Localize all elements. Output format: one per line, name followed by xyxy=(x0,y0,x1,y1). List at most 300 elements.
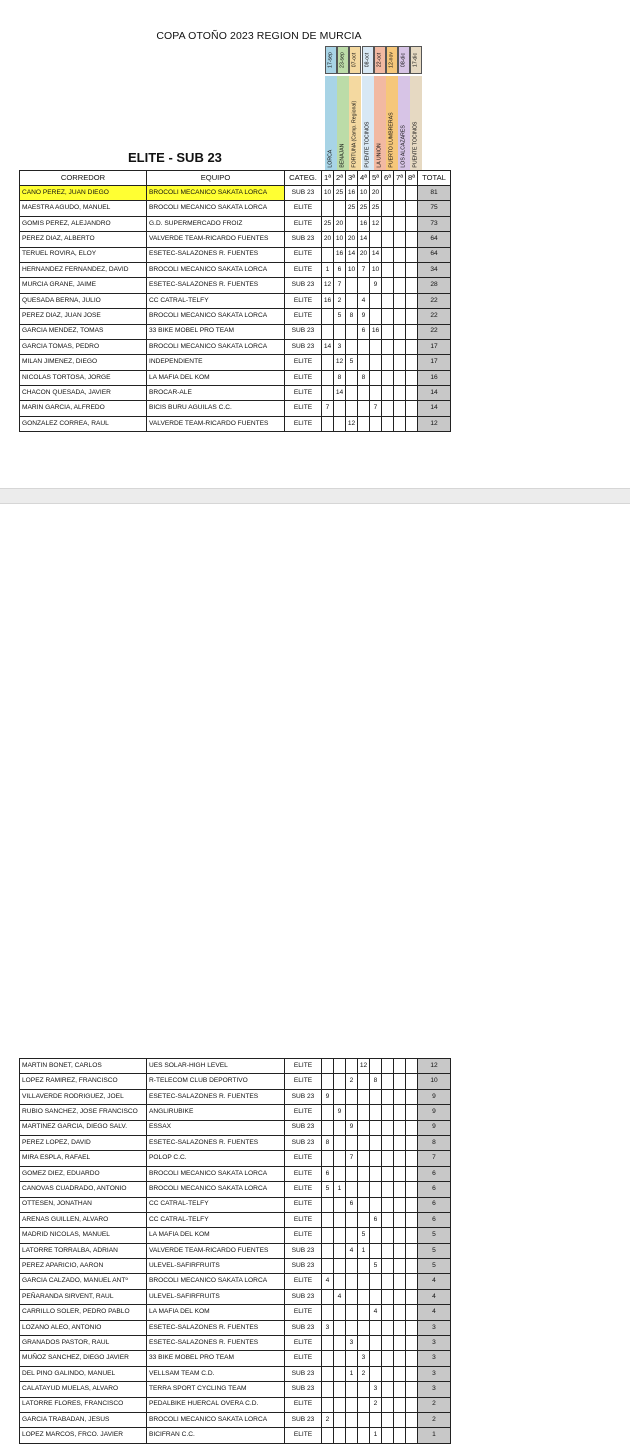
table-row xyxy=(20,1366,451,1381)
total-points: 5 xyxy=(418,1243,451,1258)
total-points: 28 xyxy=(418,278,451,293)
team-name: BROCOLI MECANICO SAKATA LORCA xyxy=(147,201,285,216)
race-date-label: 17-sep xyxy=(327,52,334,68)
rider-name: CHACON QUESADA, JAVIER xyxy=(20,386,147,401)
race-points-4 xyxy=(358,355,370,370)
race-date-label: 08-dic xyxy=(400,52,407,68)
race-points-7 xyxy=(394,370,406,385)
race-points-1: 12 xyxy=(322,278,334,293)
rider-name: CARRILLO SOLER, PEDRO PABLO xyxy=(20,1305,147,1320)
race-points-7 xyxy=(394,278,406,293)
race-points-7 xyxy=(394,309,406,324)
rider-name: GARCIA TRABADAN, JESUS xyxy=(20,1412,147,1427)
header-race-5: 5ª xyxy=(370,171,382,186)
total-points: 75 xyxy=(418,201,451,216)
total-points: 16 xyxy=(418,370,451,385)
race-column-6 xyxy=(386,46,398,170)
race-points-2: 20 xyxy=(334,216,346,231)
race-points-3 xyxy=(346,1428,358,1443)
total-points: 3 xyxy=(418,1382,451,1397)
race-column-1 xyxy=(325,46,337,170)
table-row xyxy=(20,1428,451,1443)
race-points-1: 5 xyxy=(322,1182,334,1197)
race-points-1: 1 xyxy=(322,262,334,277)
rider-name: HERNANDEZ FERNANDEZ, DAVID xyxy=(20,262,147,277)
race-points-2 xyxy=(334,1397,346,1412)
table-row xyxy=(20,278,451,293)
race-venue-label: BENAJAN xyxy=(339,143,346,168)
rider-name: TERUEL ROVIRA, ELOY xyxy=(20,247,147,262)
rider-name: RUBIO SANCHEZ, JOSE FRANCISCO xyxy=(20,1105,147,1120)
race-points-5 xyxy=(370,1412,382,1427)
race-points-1 xyxy=(322,1259,334,1274)
team-name: LA MAFIA DEL KOM xyxy=(147,1228,285,1243)
total-points: 3 xyxy=(418,1320,451,1335)
race-points-6 xyxy=(382,1320,394,1335)
rider-name: DEL PINO GALINDO, MANUEL xyxy=(20,1366,147,1381)
race-points-2 xyxy=(334,1074,346,1089)
race-points-8 xyxy=(406,1243,418,1258)
race-points-3 xyxy=(346,278,358,293)
category-cell: ELITE xyxy=(285,1305,322,1320)
total-points: 5 xyxy=(418,1228,451,1243)
race-points-4: 12 xyxy=(358,1059,370,1074)
race-points-1 xyxy=(322,1382,334,1397)
category-cell: SUB 23 xyxy=(285,278,322,293)
race-points-7 xyxy=(394,1336,406,1351)
race-date-label: 23-sep xyxy=(339,52,346,68)
race-points-4 xyxy=(358,386,370,401)
category-cell: ELITE xyxy=(285,247,322,262)
race-points-6 xyxy=(382,216,394,231)
race-points-1 xyxy=(322,247,334,262)
race-points-3: 14 xyxy=(346,247,358,262)
race-points-1 xyxy=(322,1289,334,1304)
category-cell: SUB 23 xyxy=(285,232,322,247)
total-points: 14 xyxy=(418,386,451,401)
race-points-2 xyxy=(334,1366,346,1381)
rider-name: LOZANO ALEO, ANTONIO xyxy=(20,1320,147,1335)
total-points: 5 xyxy=(418,1259,451,1274)
team-name: ULEVEL-SAFIRFRUITS xyxy=(147,1259,285,1274)
rider-name: PEREZ APARICIO, AARON xyxy=(20,1259,147,1274)
category-cell: SUB 23 xyxy=(285,324,322,339)
race-points-8 xyxy=(406,401,418,416)
race-points-5: 9 xyxy=(370,278,382,293)
race-points-4: 9 xyxy=(358,309,370,324)
race-points-7 xyxy=(394,293,406,308)
race-points-1 xyxy=(322,1428,334,1443)
race-points-1 xyxy=(322,1197,334,1212)
race-points-2: 2 xyxy=(334,293,346,308)
race-points-4: 8 xyxy=(358,370,370,385)
rider-name: QUESADA BERNA, JULIO xyxy=(20,293,147,308)
category-cell: ELITE xyxy=(285,1197,322,1212)
race-points-1 xyxy=(322,1228,334,1243)
race-points-6 xyxy=(382,370,394,385)
race-points-6 xyxy=(382,186,394,201)
race-points-5 xyxy=(370,1366,382,1381)
race-points-3 xyxy=(346,1320,358,1335)
race-points-2 xyxy=(334,1059,346,1074)
team-name: ANGLIRUBIKE xyxy=(147,1105,285,1120)
race-points-8 xyxy=(406,386,418,401)
race-points-1: 6 xyxy=(322,1166,334,1181)
category-title: ELITE - SUB 23 xyxy=(128,150,222,165)
race-points-3: 8 xyxy=(346,309,358,324)
race-points-1 xyxy=(322,1212,334,1227)
race-points-1 xyxy=(322,324,334,339)
race-points-8 xyxy=(406,1228,418,1243)
team-name: ESSAX xyxy=(147,1120,285,1135)
race-points-7 xyxy=(394,1259,406,1274)
total-points: 81 xyxy=(418,186,451,201)
race-points-3 xyxy=(346,1135,358,1150)
race-points-1 xyxy=(322,201,334,216)
race-points-4 xyxy=(358,1412,370,1427)
race-points-1 xyxy=(322,386,334,401)
total-points: 64 xyxy=(418,247,451,262)
table-row xyxy=(20,1259,451,1274)
race-points-6 xyxy=(382,355,394,370)
race-points-8 xyxy=(406,416,418,431)
race-points-4: 16 xyxy=(358,216,370,231)
race-points-8 xyxy=(406,1289,418,1304)
race-points-8 xyxy=(406,309,418,324)
race-points-3 xyxy=(346,293,358,308)
table-row xyxy=(20,216,451,231)
race-points-3 xyxy=(346,1397,358,1412)
document-title: COPA OTOÑO 2023 REGION DE MURCIA xyxy=(156,30,362,42)
race-points-5: 12 xyxy=(370,216,382,231)
race-points-2 xyxy=(334,1243,346,1258)
race-points-5 xyxy=(370,1243,382,1258)
race-points-8 xyxy=(406,1428,418,1443)
team-name: CC CATRAL-TELFY xyxy=(147,1212,285,1227)
race-points-1: 9 xyxy=(322,1089,334,1104)
rider-name: GOMIS PEREZ, ALEJANDRO xyxy=(20,216,147,231)
race-points-7 xyxy=(394,262,406,277)
race-points-7 xyxy=(394,1135,406,1150)
total-points: 2 xyxy=(418,1412,451,1427)
race-points-7 xyxy=(394,186,406,201)
category-cell: ELITE xyxy=(285,386,322,401)
race-points-8 xyxy=(406,1274,418,1289)
race-points-8 xyxy=(406,1412,418,1427)
race-points-2 xyxy=(334,1135,346,1150)
team-name: BROCOLI MECANICO SAKATA LORCA xyxy=(147,1166,285,1181)
race-points-3: 9 xyxy=(346,1120,358,1135)
race-points-5 xyxy=(370,1089,382,1104)
race-points-6 xyxy=(382,1166,394,1181)
race-points-7 xyxy=(394,1151,406,1166)
race-points-4: 14 xyxy=(358,232,370,247)
category-cell: ELITE xyxy=(285,1228,322,1243)
race-points-8 xyxy=(406,1382,418,1397)
table-row xyxy=(20,339,451,354)
table-row xyxy=(20,1182,451,1197)
race-points-5 xyxy=(370,1228,382,1243)
race-points-1: 7 xyxy=(322,401,334,416)
race-venue-label: LOS ALCAZARES xyxy=(400,125,407,168)
race-points-5: 1 xyxy=(370,1428,382,1443)
table-row xyxy=(20,1243,451,1258)
category-cell: ELITE xyxy=(285,1274,322,1289)
race-column-4 xyxy=(362,46,374,170)
team-name: ESETEC-SALAZONES R. FUENTES xyxy=(147,1089,285,1104)
race-venue-label: PUERTO LUMBRERAS xyxy=(388,112,395,168)
race-points-8 xyxy=(406,247,418,262)
race-points-7 xyxy=(394,1212,406,1227)
race-points-5 xyxy=(370,416,382,431)
race-points-7 xyxy=(394,1397,406,1412)
race-points-4 xyxy=(358,1182,370,1197)
race-points-3 xyxy=(346,1212,358,1227)
team-name: BROCOLI MECANICO SAKATA LORCA xyxy=(147,262,285,277)
race-points-2: 14 xyxy=(334,386,346,401)
table-row xyxy=(20,416,451,431)
race-venue-5 xyxy=(374,76,386,170)
race-points-6 xyxy=(382,386,394,401)
category-cell: ELITE xyxy=(285,1212,322,1227)
race-venue-label: FORTUNA (Camp. Regional) xyxy=(351,100,358,168)
race-points-7 xyxy=(394,386,406,401)
race-points-4: 20 xyxy=(358,247,370,262)
team-name: UES SOLAR-HIGH LEVEL xyxy=(147,1059,285,1074)
race-points-8 xyxy=(406,201,418,216)
race-column-5 xyxy=(374,46,386,170)
race-points-4: 3 xyxy=(358,1351,370,1366)
race-points-4 xyxy=(358,1382,370,1397)
race-date-label: 07-oct xyxy=(351,52,358,68)
race-points-8 xyxy=(406,1351,418,1366)
table-row xyxy=(20,1151,451,1166)
race-points-2 xyxy=(334,1228,346,1243)
total-points: 9 xyxy=(418,1105,451,1120)
category-cell: ELITE xyxy=(285,355,322,370)
category-cell: SUB 23 xyxy=(285,1320,322,1335)
total-points: 12 xyxy=(418,416,451,431)
total-points: 2 xyxy=(418,1397,451,1412)
team-name: ESETEC-SALAZONES R. FUENTES xyxy=(147,278,285,293)
race-points-3 xyxy=(346,324,358,339)
race-points-1 xyxy=(322,1243,334,1258)
race-points-5 xyxy=(370,1274,382,1289)
race-date-label: 17-dic xyxy=(412,52,419,68)
race-points-3: 2 xyxy=(346,1074,358,1089)
race-points-7 xyxy=(394,1366,406,1381)
race-points-8 xyxy=(406,324,418,339)
race-points-4: 10 xyxy=(358,186,370,201)
race-venue-7 xyxy=(398,76,410,170)
race-points-6 xyxy=(382,262,394,277)
race-points-2: 5 xyxy=(334,309,346,324)
team-name: BROCOLI MECANICO SAKATA LORCA xyxy=(147,1412,285,1427)
rider-name: GOMEZ DIEZ, EDUARDO xyxy=(20,1166,147,1181)
team-name: LA MAFIA DEL KOM xyxy=(147,370,285,385)
total-points: 4 xyxy=(418,1289,451,1304)
total-points: 73 xyxy=(418,216,451,231)
category-cell: SUB 23 xyxy=(285,1382,322,1397)
race-points-1 xyxy=(322,416,334,431)
race-points-7 xyxy=(394,1243,406,1258)
team-name: BROCOLI MECANICO SAKATA LORCA xyxy=(147,186,285,201)
team-name: ESETEC-SALAZONES R. FUENTES xyxy=(147,1320,285,1335)
race-points-6 xyxy=(382,401,394,416)
race-points-1 xyxy=(322,1351,334,1366)
race-points-4 xyxy=(358,1089,370,1104)
race-venue-2 xyxy=(337,76,349,170)
rider-name: LOPEZ RAMIREZ, FRANCISCO xyxy=(20,1074,147,1089)
race-points-8 xyxy=(406,232,418,247)
rider-name: PEREZ DIAZ, ALBERTO xyxy=(20,232,147,247)
race-points-7 xyxy=(394,1059,406,1074)
race-points-1: 2 xyxy=(322,1412,334,1427)
race-points-7 xyxy=(394,1289,406,1304)
header-total: TOTAL xyxy=(418,171,451,186)
race-points-7 xyxy=(394,355,406,370)
race-points-5 xyxy=(370,1351,382,1366)
race-points-6 xyxy=(382,201,394,216)
category-cell: ELITE xyxy=(285,1428,322,1443)
team-name: LA MAFIA DEL KOM xyxy=(147,1305,285,1320)
team-name: CC CATRAL-TELFY xyxy=(147,293,285,308)
race-points-6 xyxy=(382,1243,394,1258)
race-points-7 xyxy=(394,1351,406,1366)
table-row xyxy=(20,1089,451,1104)
table-row xyxy=(20,386,451,401)
race-points-5 xyxy=(370,293,382,308)
race-points-3 xyxy=(346,1412,358,1427)
race-venue-label: LA UNION xyxy=(376,143,383,168)
header-race-2: 2ª xyxy=(334,171,346,186)
race-column-8 xyxy=(410,46,422,170)
table-row xyxy=(20,324,451,339)
race-points-4: 4 xyxy=(358,293,370,308)
team-name: CC CATRAL-TELFY xyxy=(147,1197,285,1212)
table-row xyxy=(20,1305,451,1320)
race-points-3: 5 xyxy=(346,355,358,370)
rider-name: MILAN JIMENEZ, DIEGO xyxy=(20,355,147,370)
race-points-2: 4 xyxy=(334,1289,346,1304)
race-points-7 xyxy=(394,1320,406,1335)
race-points-5 xyxy=(370,1320,382,1335)
race-points-1: 25 xyxy=(322,216,334,231)
total-points: 6 xyxy=(418,1212,451,1227)
table-header-row xyxy=(20,171,451,186)
race-points-1: 8 xyxy=(322,1135,334,1150)
category-cell: ELITE xyxy=(285,293,322,308)
race-points-2 xyxy=(334,1274,346,1289)
race-points-5 xyxy=(370,1135,382,1150)
category-cell: ELITE xyxy=(285,370,322,385)
race-points-4 xyxy=(358,401,370,416)
race-points-3: 25 xyxy=(346,201,358,216)
race-points-4 xyxy=(358,1151,370,1166)
race-venue-1 xyxy=(325,76,337,170)
rider-name: GARCIA TOMAS, PEDRO xyxy=(20,339,147,354)
page-2 xyxy=(0,504,630,1439)
total-points: 6 xyxy=(418,1197,451,1212)
race-venue-4 xyxy=(362,76,374,170)
race-points-1 xyxy=(322,1397,334,1412)
table-row xyxy=(20,1382,451,1397)
total-points: 3 xyxy=(418,1366,451,1381)
category-cell: SUB 23 xyxy=(285,1120,322,1135)
table-row xyxy=(20,1274,451,1289)
table-row xyxy=(20,401,451,416)
team-name: VALVERDE TEAM-RICARDO FUENTES xyxy=(147,1243,285,1258)
category-cell: ELITE xyxy=(285,401,322,416)
team-name: BROCOLI MECANICO SAKATA LORCA xyxy=(147,1182,285,1197)
race-points-3 xyxy=(346,401,358,416)
page-separator xyxy=(0,488,630,504)
race-points-7 xyxy=(394,1197,406,1212)
table-row xyxy=(20,1105,451,1120)
race-points-2: 3 xyxy=(334,339,346,354)
race-points-5 xyxy=(370,355,382,370)
race-points-8 xyxy=(406,370,418,385)
rider-name: ARENAS GUILLEN, ALVARO xyxy=(20,1212,147,1227)
race-points-6 xyxy=(382,1074,394,1089)
race-date-label: 08-oct xyxy=(363,52,370,68)
rider-name: GONZALEZ CORREA, RAUL xyxy=(20,416,147,431)
team-name: BROCAR-ALE xyxy=(147,386,285,401)
race-points-3 xyxy=(346,216,358,231)
race-points-6 xyxy=(382,1089,394,1104)
race-points-7 xyxy=(394,401,406,416)
race-points-3: 6 xyxy=(346,1197,358,1212)
total-points: 64 xyxy=(418,232,451,247)
race-points-7 xyxy=(394,216,406,231)
race-points-1 xyxy=(322,1105,334,1120)
standings-table-1 xyxy=(19,170,451,432)
race-points-7 xyxy=(394,247,406,262)
table-row xyxy=(20,186,451,201)
race-points-8 xyxy=(406,1336,418,1351)
category-cell: ELITE xyxy=(285,1397,322,1412)
race-points-6 xyxy=(382,309,394,324)
race-venue-6 xyxy=(386,76,398,170)
race-points-6 xyxy=(382,1135,394,1150)
race-points-4 xyxy=(358,1197,370,1212)
rider-name: NICOLAS TORTOSA, JORGE xyxy=(20,370,147,385)
rider-name: PEREZ LOPEZ, DAVID xyxy=(20,1135,147,1150)
team-name: 33 BIKE MOBEL PRO TEAM xyxy=(147,1351,285,1366)
race-points-2 xyxy=(334,1212,346,1227)
race-points-2 xyxy=(334,201,346,216)
race-points-3 xyxy=(346,1382,358,1397)
race-points-8 xyxy=(406,1074,418,1089)
category-cell: ELITE xyxy=(285,216,322,231)
race-points-2: 10 xyxy=(334,232,346,247)
race-points-3 xyxy=(346,1259,358,1274)
race-points-5 xyxy=(370,1182,382,1197)
race-points-5 xyxy=(370,370,382,385)
race-points-2 xyxy=(334,1166,346,1181)
header-race-6: 6ª xyxy=(382,171,394,186)
category-cell: SUB 23 xyxy=(285,1259,322,1274)
race-points-2 xyxy=(334,401,346,416)
total-points: 34 xyxy=(418,262,451,277)
team-name: G.D. SUPERMERCADO FROIZ xyxy=(147,216,285,231)
table-row xyxy=(20,1135,451,1150)
rider-name: MARTINEZ GARCIA, DIEGO SALV. xyxy=(20,1120,147,1135)
race-points-5 xyxy=(370,1059,382,1074)
race-points-4: 1 xyxy=(358,1243,370,1258)
team-name: BROCOLI MECANICO SAKATA LORCA xyxy=(147,309,285,324)
race-points-3 xyxy=(346,370,358,385)
